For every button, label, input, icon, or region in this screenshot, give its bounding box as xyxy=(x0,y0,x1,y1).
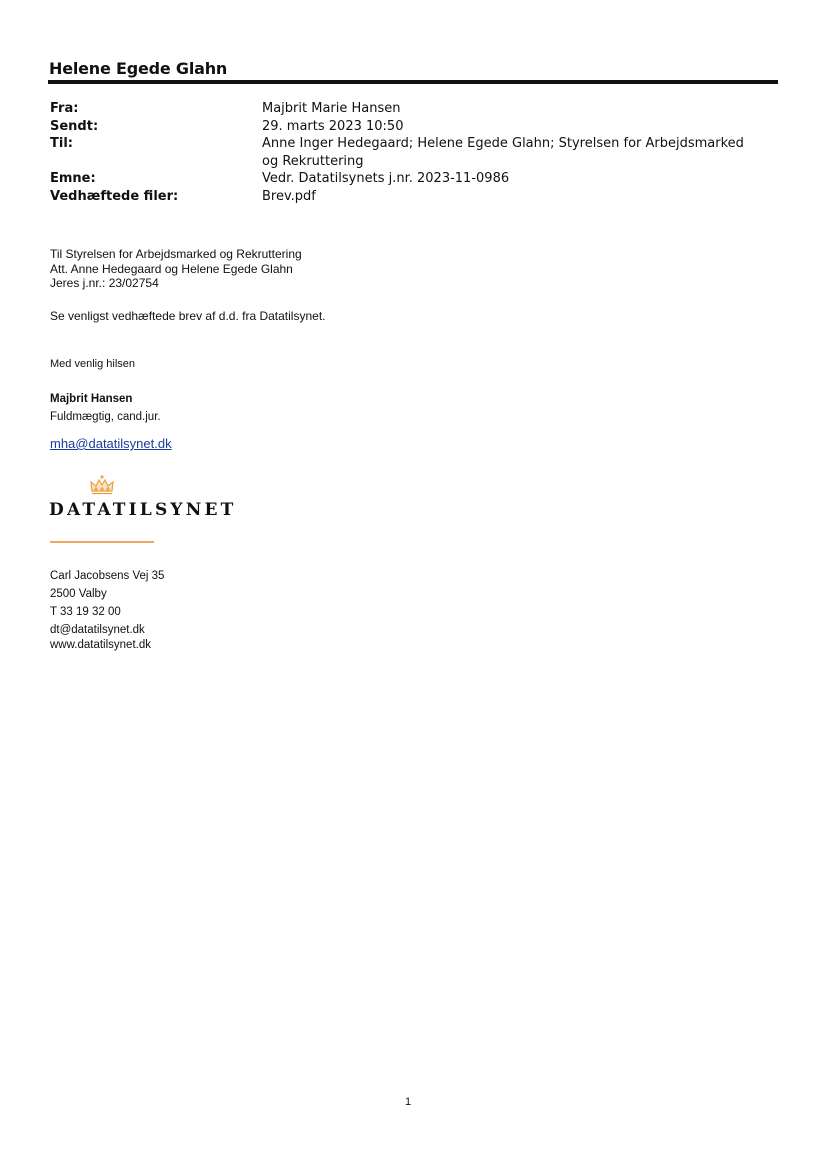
from-value: Majbrit Marie Hansen xyxy=(262,101,401,116)
to-row xyxy=(50,135,770,170)
page-title: Helene Egede Glahn xyxy=(49,59,228,78)
recipient-line: Til Styrelsen for Arbejdsmarked og Rekruttering xyxy=(50,247,302,261)
logo-rule xyxy=(50,541,154,543)
attachments-label: Vedhæftede filer: xyxy=(50,188,179,204)
greeting-text: Med venlig hilsen xyxy=(50,358,135,370)
sent-value: 29. marts 2023 10:50 xyxy=(262,118,404,134)
address-email[interactable]: dt@datatilsynet.dk xyxy=(50,624,145,636)
subject-row xyxy=(50,170,770,188)
recipient-block xyxy=(50,247,302,291)
crown-icon xyxy=(88,474,116,498)
signature-name: Majbrit Hansen xyxy=(50,393,133,405)
address-web[interactable]: www.datatilsynet.dk xyxy=(50,639,151,651)
subject-label: Emne: xyxy=(50,171,96,186)
sent-label: Sendt: xyxy=(50,118,99,134)
from-row xyxy=(50,100,770,118)
title-rule xyxy=(48,80,778,84)
signature-role: Fuldmægtig, cand.jur. xyxy=(50,411,161,423)
address-city: 2500 Valby xyxy=(50,588,107,600)
ref-line: Jeres j.nr.: 23/02754 xyxy=(50,276,159,290)
subject-value: Vedr. Datatilsynets j.nr. 2023-11-0986 xyxy=(262,171,510,186)
address-street: Carl Jacobsens Vej 35 xyxy=(50,570,165,582)
sent-row xyxy=(50,118,770,136)
attachments-value[interactable]: Brev.pdf xyxy=(262,188,316,204)
datatilsynet-logo-text: DATATILSYNET xyxy=(49,500,237,520)
to-label: Til: xyxy=(50,136,73,151)
email-header-table xyxy=(50,100,770,205)
to-value: Anne Inger Hedegaard; Helene Egede Glahn; Styrelsen for Arbejdsmarked og Rekruttering xyxy=(262,136,744,169)
signature-email-link[interactable]: mha@datatilsynet.dk xyxy=(50,436,172,451)
address-phone: T 33 19 32 00 xyxy=(50,606,121,618)
address-block xyxy=(50,567,164,654)
att-line: Att. Anne Hedegaard og Helene Egede Glahn xyxy=(50,261,293,276)
from-label: Fra: xyxy=(50,101,79,116)
message-text: Se venligst vedhæftede brev af d.d. fra Datatilsynet. xyxy=(50,309,326,323)
page-number: 1 xyxy=(405,1096,412,1108)
attachments-row xyxy=(50,188,770,206)
